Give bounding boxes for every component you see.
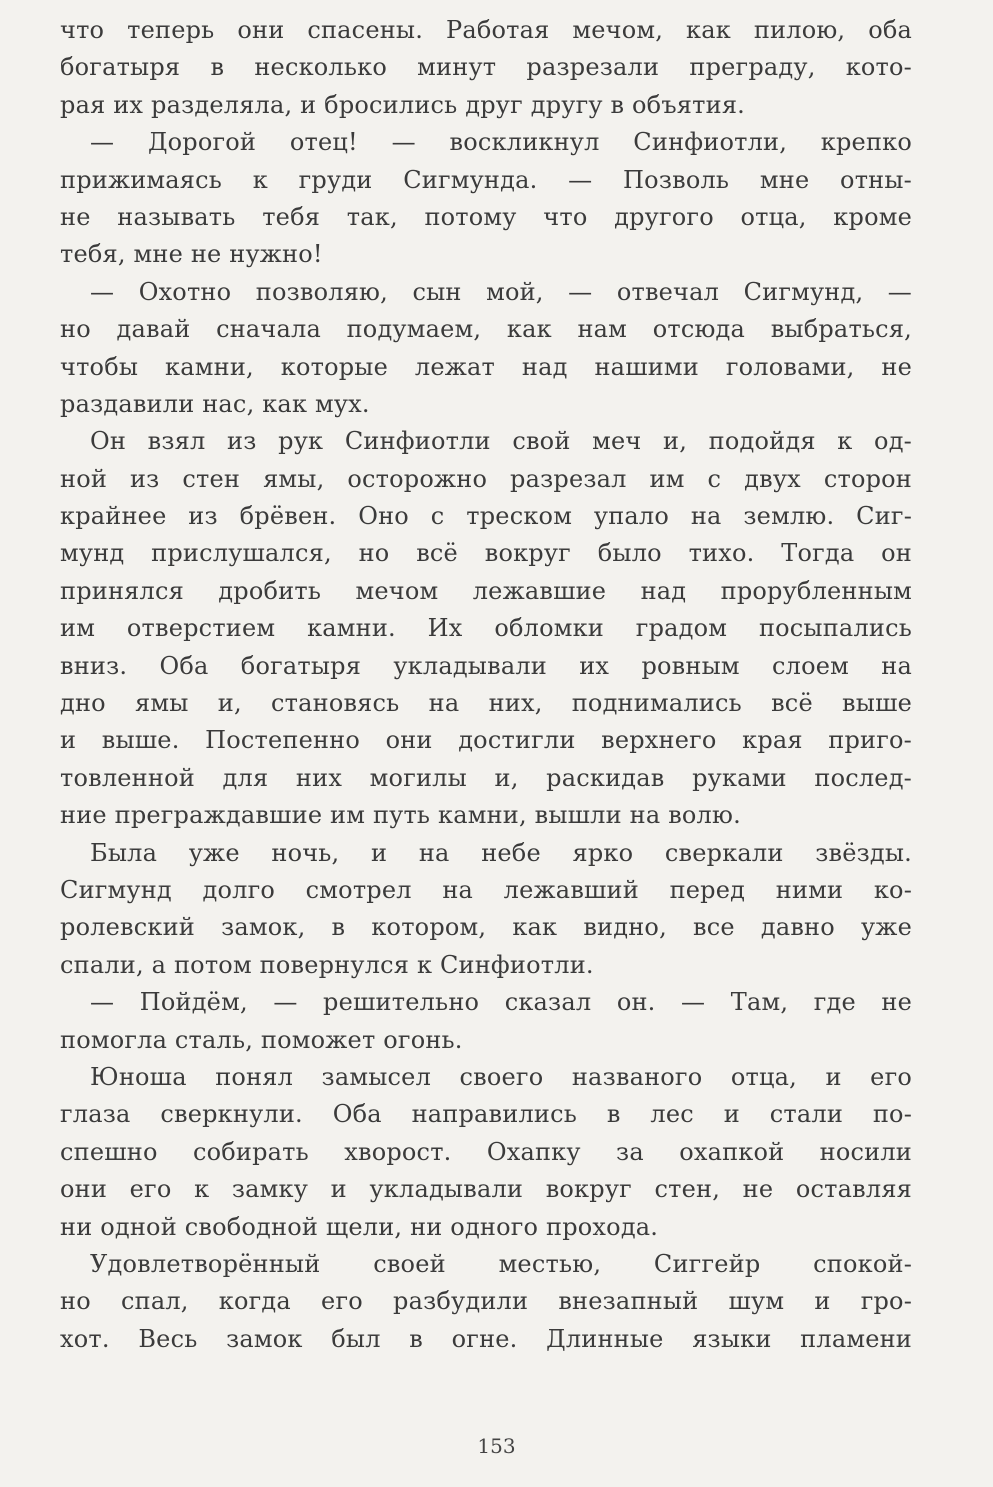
paragraph	[60, 423, 912, 834]
text-line: Юноша понял замысел своего названого отца, и его	[90, 1062, 912, 1091]
text-line: Была уже ночь, и на небе ярко сверкали звёзды.	[90, 838, 912, 867]
paragraph	[60, 835, 912, 985]
text-line: они его к замку и укладывали вокруг стен, не оставляя	[60, 1175, 912, 1204]
text-line: ние преграждавшие им путь камни, вышли на волю.	[60, 801, 741, 830]
text-line: прижимаясь к груди Сигмунда. — Позволь мне отны-	[60, 165, 912, 194]
paragraph	[60, 984, 912, 1059]
text-line: — Дорогой отец! — воскликнул Синфиотли, крепко	[90, 128, 912, 157]
text-line: им отверстием камни. Их обломки градом посыпались	[60, 614, 912, 643]
paragraph	[60, 1246, 912, 1358]
text-line: товленной для них могилы и, раскидав руками послед-	[60, 763, 912, 792]
text-line: дно ямы и, становясь на них, поднимались всё выше	[60, 689, 912, 718]
paragraph	[60, 124, 912, 274]
paragraph	[60, 274, 912, 424]
text-line: Он взял из рук Синфиотли свой меч и, подойдя к од-	[90, 427, 912, 456]
text-line: ной из стен ямы, осторожно разрезал им с двух сторон	[60, 464, 912, 493]
text-line: вниз. Оба богатыря укладывали их ровным слоем на	[60, 651, 912, 680]
text-line: Удовлетворённый своей местью, Сиггейр спокой-	[90, 1249, 912, 1278]
paragraph	[60, 12, 912, 124]
text-line: мунд прислушался, но всё вокруг было тихо. Тогда он	[60, 539, 912, 568]
text-line: не называть тебя так, потому что другого отца, кроме	[60, 202, 912, 231]
text-line: ролевский замок, в котором, как видно, все давно уже	[60, 913, 912, 942]
text-line: ни одной свободной щели, ни одного прохода.	[60, 1212, 659, 1241]
text-line: помогла сталь, поможет огонь.	[60, 1025, 463, 1054]
text-line: спешно собирать хворост. Охапку за охапкой носили	[60, 1137, 912, 1166]
text-line: рая их разделяла, и бросились друг другу в объятия.	[60, 90, 745, 119]
text-line: но давай сначала подумаем, как нам отсюда выбраться,	[60, 315, 912, 344]
paragraph	[60, 1059, 912, 1246]
text-line: чтобы камни, которые лежат над нашими головами, не	[60, 352, 912, 381]
text-line: — Пойдём, — решительно сказал он. — Там, где не	[90, 988, 912, 1017]
page-text	[60, 12, 912, 1358]
text-line: хот. Весь замок был в огне. Длинные языки пламени	[60, 1324, 912, 1353]
text-line: но спал, когда его разбудили внезапный шум и гро-	[60, 1287, 912, 1316]
text-line: глаза сверкнули. Оба направились в лес и стали по-	[60, 1100, 912, 1129]
text-line: спали, а потом повернулся к Синфиотли.	[60, 950, 594, 979]
text-line: и выше. Постепенно они достигли верхнего края приго-	[60, 726, 912, 755]
text-line: Сигмунд долго смотрел на лежавший перед ними ко-	[60, 875, 912, 904]
page-number: 153	[477, 1434, 516, 1458]
text-line: раздавили нас, как мух.	[60, 389, 370, 418]
text-line: принялся дробить мечом лежавшие над прорубленным	[60, 576, 912, 605]
text-line: — Охотно позволяю, сын мой, — отвечал Сигмунд, —	[90, 277, 912, 306]
text-line: богатыря в несколько минут разрезали преграду, кото-	[60, 53, 912, 82]
text-line: крайнее из брёвен. Оно с треском упало на землю. Сиг-	[60, 502, 912, 531]
text-line: что теперь они спасены. Работая мечом, как пилою, оба	[60, 16, 912, 44]
text-line: тебя, мне не нужно!	[60, 240, 323, 269]
